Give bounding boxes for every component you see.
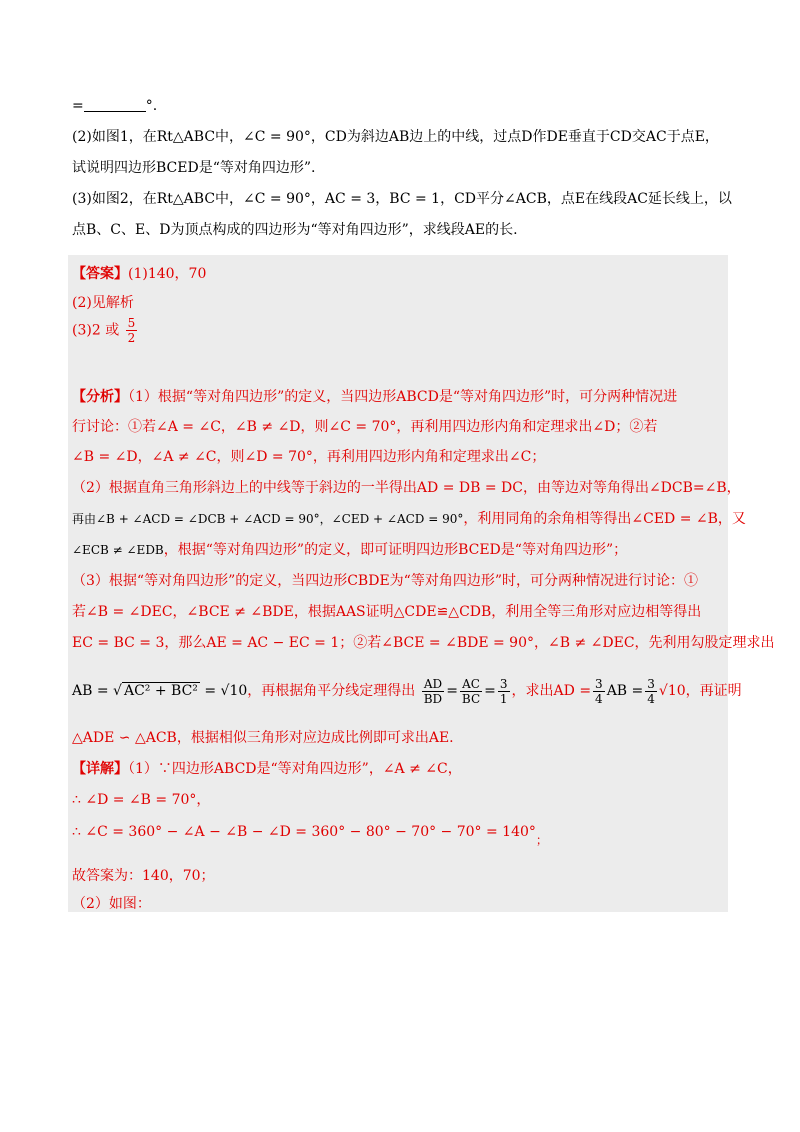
answer-fraction: $\frac{5}{2}$ <box>127 316 136 345</box>
blank-answer-line <box>72 96 157 116</box>
answer-label: 【答案】 <box>72 266 128 282</box>
analysis-line-5: 再由∠B + ∠ACD = ∠DCB + ∠ACD = 90°，∠CED + ∠ACD = 90°，利用同角的余角相等得出∠CED = ∠B，又 <box>72 511 746 527</box>
answer-blank <box>84 97 146 112</box>
analysis-line-4: （2）根据直角三角形斜边上的中线等于斜边的一半得出AD = DB = DC，由等边对等角得出∠DCB=∠B， <box>72 480 741 496</box>
detail-line-1: 【详解】（1）∵四边形ABCD是“等对角四边形”，∠A ≠ ∠C， <box>72 761 462 777</box>
analysis-line-2: 行讨论：①若∠A = ∠C，∠B ≠ ∠D，则∠C = 70°，再利用四边形内角和定理求出∠D；②若 <box>72 419 658 435</box>
answer-part-3 <box>72 316 139 345</box>
analysis-line-6: ∠ECB ≠ ∠EDB，根据“等对角四边形”的定义，即可证明四边形BCED是“等对角四边形”； <box>72 542 628 558</box>
detail-label: 【详解】 <box>72 761 128 777</box>
equals-sign: = <box>72 98 84 114</box>
detail-line-5: （2）如图： <box>72 896 151 912</box>
analysis-line-3: ∠B = ∠D，∠A ≠ ∠C，则∠D = 70°，再利用四边形内角和定理求出∠C； <box>72 449 546 465</box>
question-3-line-1: (3)如图2，在Rt△ABC中，∠C = 90°，AC = 3，BC = 1，CD平分∠ACB，点E在线段AC延长线上，以 <box>72 191 732 207</box>
answer-part-1: (1)140，70 <box>128 266 207 282</box>
analysis-label: 【分析】 <box>72 389 128 405</box>
question-2-line-2: 试说明四边形BCED是“等对角四边形”. <box>72 160 316 176</box>
analysis-line-10: AB = √ AC² + BC² = √10，再根据角平分线定理得出 $\frac{AD}{BD}$ = $\frac{AC}{BC}$ = $\frac{3}{1}$ ，求出AD = $\frac{3}{4}$ AB = $\frac{3}{4}$ √10，再证明 <box>72 676 742 706</box>
question-2-line-1: (2)如图1，在Rt△ABC中，∠C = 90°，CD为斜边AB边上的中线，过点D作DE垂直于CD交AC于点E， <box>72 129 719 145</box>
question-3-line-2: 点B、C、E、D为顶点构成的四边形为“等对角四边形”，求线段AE的长. <box>72 222 518 238</box>
detail-line-3: ∴ ∠C = 360° − ∠A − ∠B − ∠D = 360° − 80° − 70° − 70° = 140°； <box>72 824 548 847</box>
detail-line-2: ∴ ∠D = ∠B = 70°， <box>72 792 211 808</box>
answer-part-3-prefix: (3)2 或 <box>72 322 120 339</box>
detail-line-4: 故答案为：140，70； <box>72 868 215 884</box>
analysis-line-1: 【分析】（1）根据“等对角四边形”的定义，当四边形ABCD是“等对角四边形”时，可分两种情况进 <box>72 389 678 405</box>
analysis-line-9: EC = BC = 3，那么AE = AC − EC = 1；②若∠BCE = ∠BDE = 90°，∠B ≠ ∠DEC，先利用勾股定理求出 <box>72 635 775 651</box>
analysis-line-11: △ADE ∽ △ACB，根据相似三角形对应边成比例即可求出AE. <box>72 730 454 746</box>
analysis-line-7: （3）根据“等对角四边形”的定义，当四边形CBDE为“等对角四边形”时，可分两种情况进行讨论：① <box>72 573 698 589</box>
answer-line-1 <box>72 264 206 284</box>
analysis-line-8: 若∠B = ∠DEC，∠BCE ≠ ∠BDE，根据AAS证明△CDE≌△CDB，利用全等三角形对应边相等得出 <box>72 604 702 620</box>
degree-suffix: °. <box>145 98 158 114</box>
answer-part-2: (2)见解析 <box>72 295 134 311</box>
